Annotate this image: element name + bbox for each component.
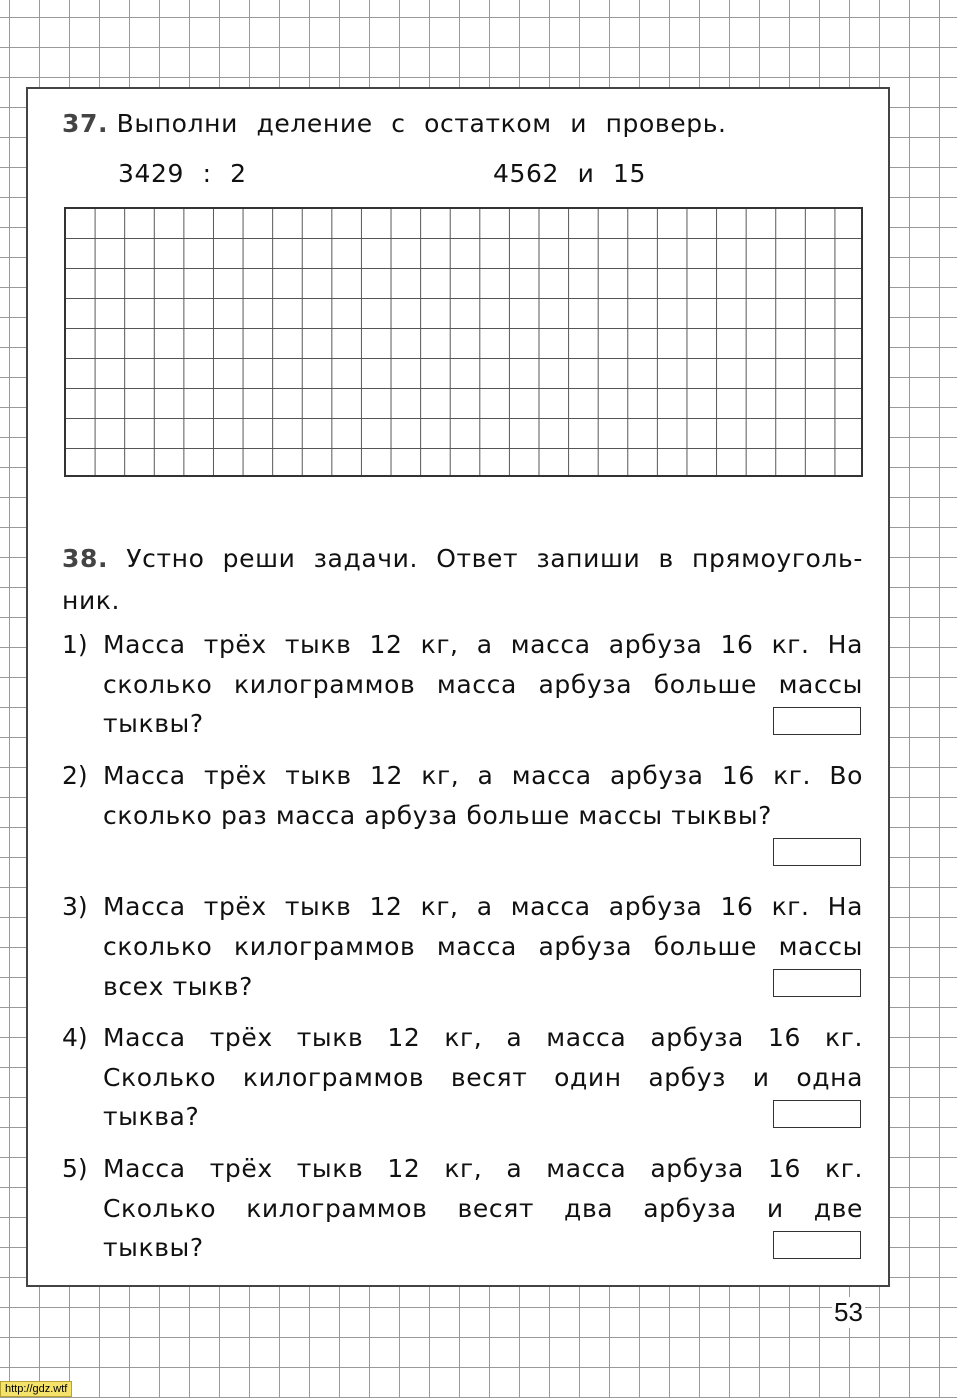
task-3-number: 3) xyxy=(62,892,88,921)
exercise-panel xyxy=(26,87,890,1287)
task-2-number: 2) xyxy=(62,761,88,790)
exercise-37-heading xyxy=(62,109,727,138)
calculation-grid[interactable] xyxy=(64,207,863,477)
task-2-line-1: Масса трёх тыкв 12 кг, а масса арбуза 16 кг. Во xyxy=(103,761,863,790)
page-number: 53 xyxy=(834,1297,863,1327)
exercise-37-text: Выполни деление с остатком и проверь. xyxy=(116,109,727,138)
exercise-38-number: 38. xyxy=(62,544,109,573)
exercise-37-number: 37. xyxy=(62,109,109,138)
task-4-line-2: Сколько килограммов весят один арбуз и одна xyxy=(103,1063,863,1092)
expression-a: 3429 : 2 xyxy=(118,159,247,188)
task-3-line-3: всех тыкв? xyxy=(103,972,254,1001)
source-watermark: http://gdz.wtf xyxy=(0,1381,72,1397)
task-1-line-2: сколько килограммов масса арбуза больше массы xyxy=(103,670,863,699)
answer-box-5[interactable] xyxy=(773,1231,861,1259)
exercise-38-text-cont: ник. xyxy=(62,586,121,615)
task-5-line-1: Масса трёх тыкв 12 кг, а масса арбуза 16 кг. xyxy=(103,1154,863,1183)
expression-b: 4562 и 15 xyxy=(493,159,646,188)
task-3-line-1: Масса трёх тыкв 12 кг, а масса арбуза 16 кг. На xyxy=(103,892,863,921)
exercise-38-heading xyxy=(62,544,863,573)
task-4-number: 4) xyxy=(62,1023,88,1052)
answer-box-2[interactable] xyxy=(773,838,861,866)
task-4-line-1: Масса трёх тыкв 12 кг, а масса арбуза 16 кг. xyxy=(103,1023,863,1052)
exercise-38-text: Устно реши задачи. Ответ запиши в прямоуголь- xyxy=(126,544,863,573)
task-5-line-3: тыквы? xyxy=(103,1233,204,1262)
task-1-number: 1) xyxy=(62,630,88,659)
answer-box-4[interactable] xyxy=(773,1100,861,1128)
task-1-line-1: Масса трёх тыкв 12 кг, а масса арбуза 16 кг. На xyxy=(103,630,863,659)
task-1-line-3: тыквы? xyxy=(103,709,204,738)
answer-box-3[interactable] xyxy=(773,969,861,997)
task-5-line-2: Сколько килограммов весят два арбуза и две xyxy=(103,1194,863,1223)
task-3-line-2: сколько килограммов масса арбуза больше массы xyxy=(103,932,863,961)
answer-box-1[interactable] xyxy=(773,707,861,735)
task-5-number: 5) xyxy=(62,1154,88,1183)
task-2-line-2: сколько раз масса арбуза больше массы тыквы? xyxy=(103,801,773,830)
task-4-line-3: тыква? xyxy=(103,1102,200,1131)
